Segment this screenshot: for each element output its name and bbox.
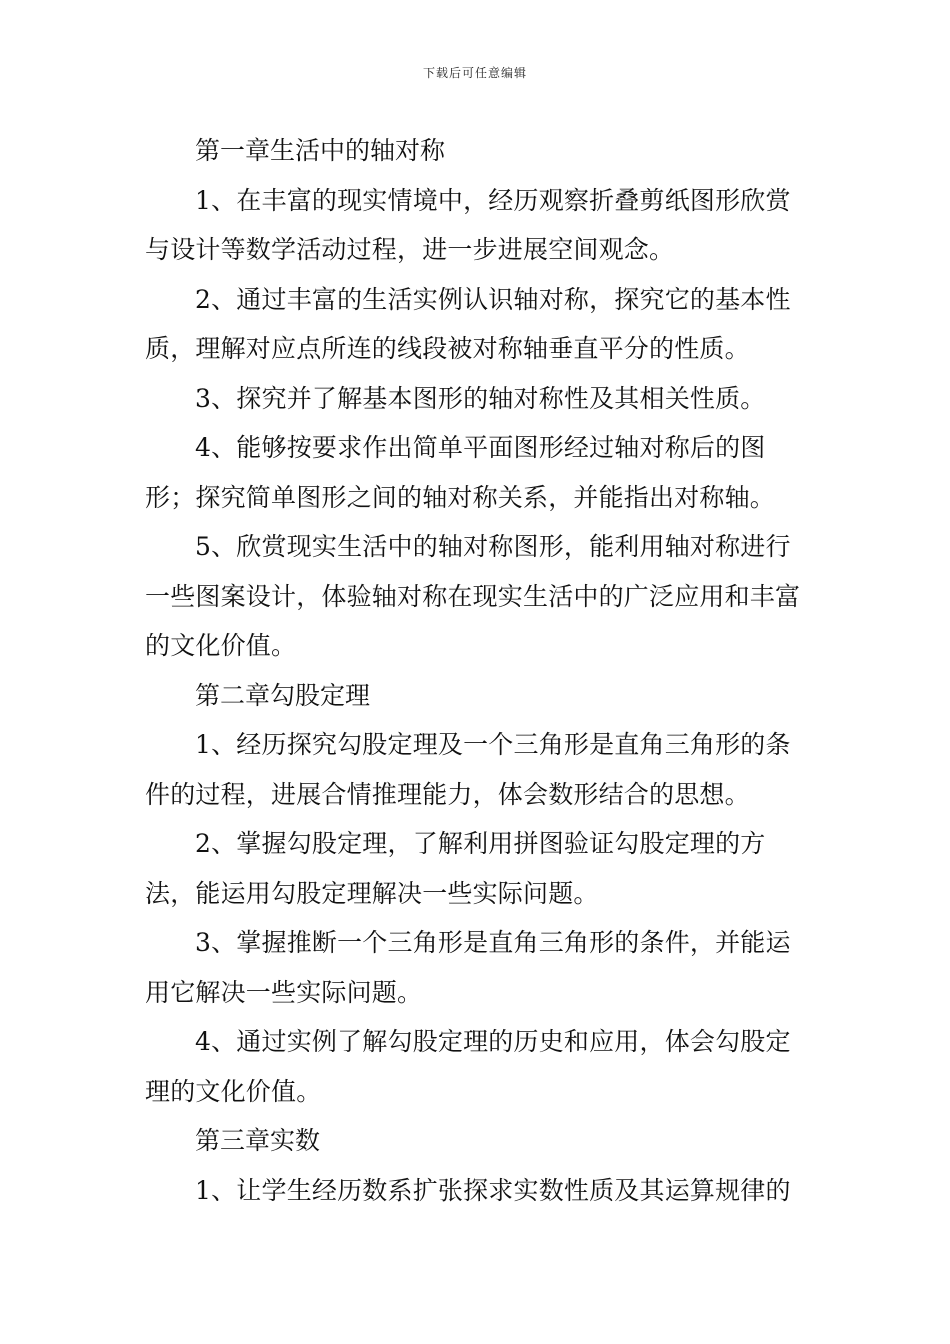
list-item: 3、掌握推断一个三角形是直角三角形的条件，并能运用它解决一些实际问题。	[145, 928, 791, 1007]
page-header: 下载后可任意编辑	[422, 66, 527, 80]
chapter-title: 第二章勾股定理	[195, 680, 371, 710]
document-body	[145, 126, 810, 1215]
chapter-title: 第一章生活中的轴对称	[195, 136, 446, 165]
list-item: 1、在丰富的现实情境中，经历观察折叠剪纸图形欣赏与设计等数学活动过程，进一步进展空间观念。	[145, 185, 791, 264]
list-item: 4、通过实例了解勾股定理的历史和应用，体会勾股定理的文化价值。	[145, 1027, 791, 1106]
chapter-title: 第三章实数	[195, 1126, 321, 1155]
list-item: 5、欣赏现实生活中的轴对称图形，能利用轴对称进行一些图案设计，体验轴对称在现实生活中的广泛应用和丰富的文化价值。	[145, 532, 801, 660]
list-item: 3、探究并了解基本图形的轴对称性及其相关性质。	[195, 383, 766, 413]
list-item: 2、掌握勾股定理，了解利用拼图验证勾股定理的方法，能运用勾股定理解决一些实际问题。	[145, 829, 766, 908]
list-item: 2、通过丰富的生活实例认识轴对称，探究它的基本性质，理解对应点所连的线段被对称轴垂直平分的性质。	[145, 284, 791, 363]
list-item: 4、能够按要求作出简单平面图形经过轴对称后的图形；探究简单图形之间的轴对称关系，并能指出对称轴。	[145, 433, 776, 512]
list-item: 1、让学生经历数系扩张探求实数性质及其运算规律的	[195, 1175, 791, 1205]
list-item: 1、经历探究勾股定理及一个三角形是直角三角形的条件的过程，进展合情推理能力，体会数形结合的思想。	[145, 730, 791, 809]
